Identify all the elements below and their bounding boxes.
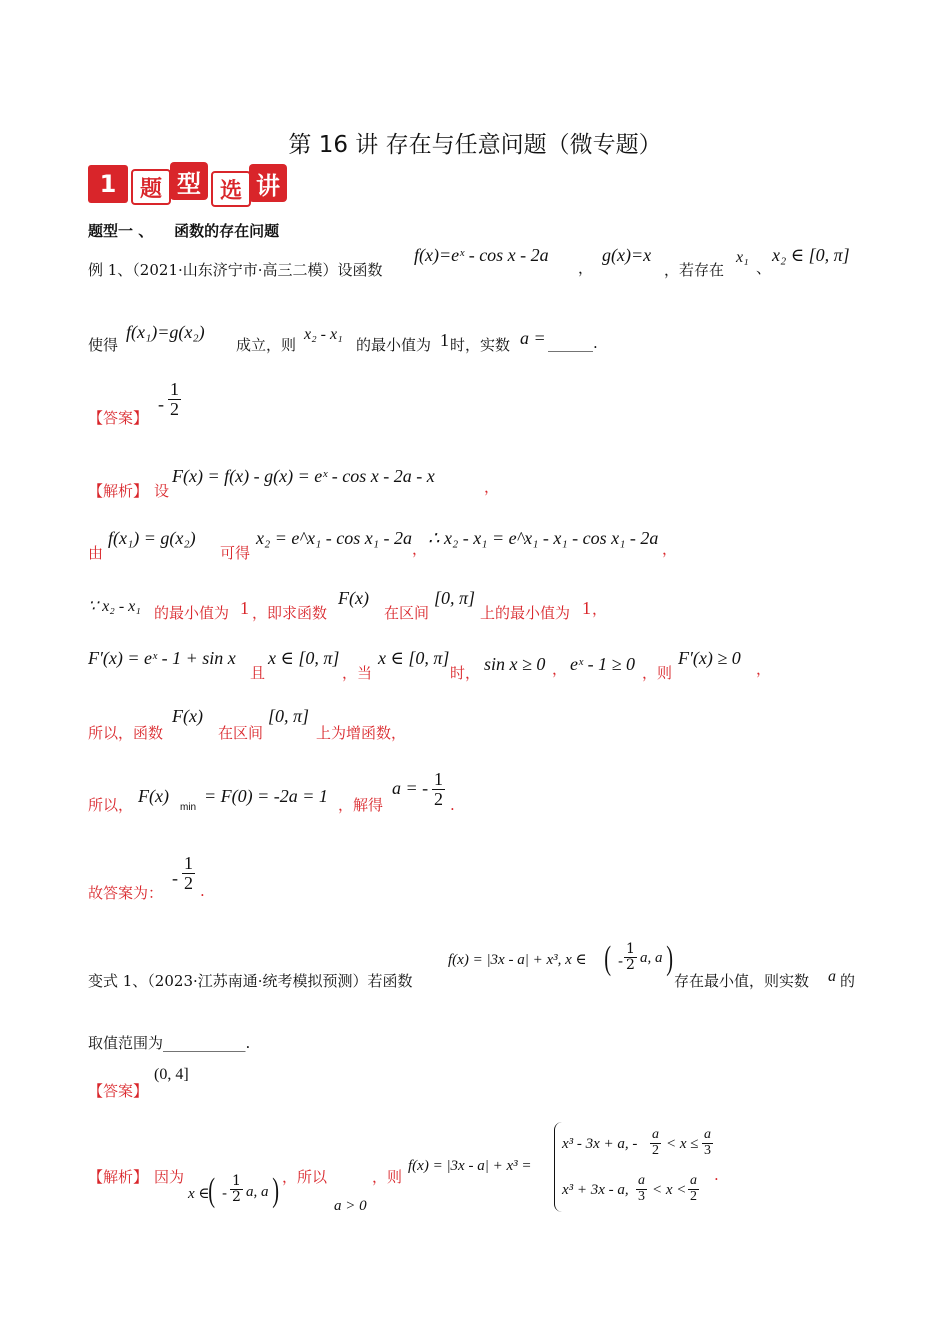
example1-one: 1 [440,330,449,350]
answer2-label: 【答案】 [88,1082,149,1100]
analysis1-l7-fraction [182,854,195,893]
analysis1-l6-a: a = - [392,778,429,798]
analysis1-label: 【解析】 [88,482,149,500]
analysis2-case2-n2: a [690,1173,697,1188]
analysis1-l3-Fx: F(x) [338,588,369,608]
analysis2-case1-d1: 2 [652,1142,659,1158]
analysis1-l1-she: 设 [154,482,170,500]
analysis2-case1-frac2 [702,1128,713,1158]
analysis1-l3-end: ， [592,600,608,618]
analysis1-l2-math2: x₂ = e^x₁ - cos x₁ - 2a [256,528,412,548]
analysis2-fx: f(x) = |3x - a| + x³ = [408,1158,532,1174]
analysis1-l5-t3: 上为增函数， [316,724,407,742]
analysis1-l2-math3: ∴ x₂ - x₁ = e^x₁ - x₁ - cos x₁ - 2a [428,528,659,548]
example1-x1: x₁ [736,249,749,266]
analysis1-l3-t3: 在区间 [384,604,430,622]
answer1-num: 1 [170,379,179,399]
answer2-value: (0, 4] [154,1066,189,1083]
analysis1-l4-end: ， [756,660,772,678]
analysis1-l3-int: [0, π] [434,588,476,608]
example1-minval: 的最小值为 [356,336,432,354]
variant1-de: 的 [840,972,856,990]
analysis1-l4-shi: 时， [450,664,481,682]
analysis1-l7-sign: - [172,868,178,888]
analysis1-l3-t1: 的最小值为 [154,604,230,622]
analysis1-l6-t1: 所以， [88,796,134,814]
analysis1-l4-math1: F′(x) = eˣ - 1 + sin x [88,648,236,668]
analysis1-l3-math1: ∵ x₂ - x₁ [88,598,141,615]
analysis2-int-den: 2 [232,1188,241,1205]
analysis1-l6-math2: = F(0) = -2a = 1 [204,786,328,806]
analysis2 [88,1120,808,1220]
analysis1-l4-ze: ，则 [642,664,673,682]
analysis1-l3-t4: 上的最小值为 [480,604,571,622]
variant1-line2: 取值范围为___________. [88,1034,251,1052]
badge-char-1: 题 [131,169,171,205]
example1-prefix: 例 1、（2021·山东济宁市·高三二模）设函数 [88,261,383,279]
section-badge [88,165,288,205]
analysis1-l4-qie: 且 [250,664,266,682]
example1-diff: x₂ - x₁ [304,326,343,343]
analysis2-int-sign: - [222,1184,228,1202]
variant1-int-rest: a, a [640,950,663,966]
page-title: 第 16 讲 存在与任意问题（微专题） [288,132,662,158]
variant1-a: a [828,968,836,985]
analysis2-case2-expr: x³ + 3x - a, [562,1182,629,1198]
example1-dun: 、 [756,259,772,277]
analysis2-case2-mid: < x < [652,1182,687,1198]
analysis2-int-rest: a, a [246,1184,269,1200]
analysis1-l7-t: 故答案为： [88,884,164,902]
analysis2-case2-d2: 2 [690,1188,697,1204]
analysis1-l5-Fx: F(x) [172,706,203,726]
analysis1-l4-math6: F′(x) ≥ 0 [678,648,741,668]
analysis1-l1-end: ， [484,478,500,496]
example1-blank: ______. [548,334,598,352]
badge-char-2: 型 [170,162,208,200]
analysis1-l2-you: 由 [88,544,104,562]
answer1-fraction [168,380,181,419]
analysis2-case1-n2: a [704,1127,711,1142]
example1-a-eq: a = [520,328,546,348]
analysis2-x-in: x ∈ [188,1186,210,1202]
example1-ruocunzai: ，若存在 [664,261,725,279]
analysis2-ze: ，则 [372,1168,403,1186]
example1-eq: f(x₁)=g(x₂) [126,322,205,342]
variant1-int-den: 2 [626,956,635,973]
analysis2-case2-frac1 [636,1174,647,1204]
variant1-suffix: 存在最小值，则实数 [674,972,810,990]
variant1-fx: f(x) = |3x - a| + x³, x ∈ [448,952,587,968]
analysis2-case2-frac2 [688,1174,699,1204]
analysis2-case1-frac1 [650,1128,661,1158]
example1-x2in: x₂ ∈ [0, π] [772,245,850,265]
analysis2-case1-mid: < x ≤ [666,1136,699,1152]
analysis1-l4-math4: sin x ≥ 0 [484,654,546,674]
analysis1-l4-math2: x ∈ [0, π] [268,648,340,668]
answer1-den: 2 [170,398,179,419]
analysis2-case1-expr: x³ - 3x + a, - [562,1136,638,1152]
analysis1-l6-math: F(x) [138,786,169,806]
analysis1-l3-one2: 1 [582,598,591,618]
analysis1-l3-one: 1 [240,598,249,618]
analysis1-l7-num: 1 [184,853,193,873]
example1-comma: ， [578,259,594,277]
analysis2-int-fraction [230,1174,243,1204]
analysis1-l2-end: ， [662,540,678,558]
analysis1-l4-dang: ，当 [342,664,373,682]
analysis2-label: 【解析】 [88,1168,149,1186]
example1-shishu: 时，实数 [450,336,511,354]
analysis2-end: . [714,1166,719,1184]
variant1-int-open: ( [604,940,612,977]
variant1-prefix: 变式 1、（2023·江苏南通·统考模拟预测）若函数 [88,972,413,990]
section-heading: 题型一 、 函数的存在问题 [88,222,280,240]
example1-fx: f(x)=eˣ - cos x - 2a [414,245,549,265]
analysis1-l6-num: 1 [434,769,443,789]
analysis1-l2-sep: ， [412,540,428,558]
analysis1-l4-math3: x ∈ [0, π] [378,648,450,668]
analysis1-l6-t2: ，解得 [338,796,384,814]
analysis2-case1-n1: a [652,1127,659,1142]
analysis1-l4-math5: eˣ - 1 ≥ 0 [570,654,635,674]
analysis2-a-pos: a > 0 [334,1198,367,1214]
analysis1-l6-fraction [432,770,445,809]
variant1-int-fraction [624,942,637,972]
badge-char-4: 讲 [249,164,287,202]
analysis2-case2-d1: 3 [638,1188,645,1204]
analysis1-l4-sep: ， [552,660,568,678]
analysis1-l6-sub: min [180,802,197,813]
analysis2-case1-d2: 3 [704,1142,711,1158]
analysis1-l3-t2: ，即求函数 [252,604,328,622]
badge-number: 1 [88,165,128,203]
analysis2-int-open: ( [208,1172,216,1209]
example1-gx: g(x)=x [602,245,652,265]
analysis2-suoyi: ，所以 [282,1168,328,1186]
analysis1-l5-int: [0, π] [268,706,310,726]
analysis1-l7-end: . [200,882,205,900]
analysis1-l2-kede: 可得 [220,544,251,562]
variant1-int-num: 1 [626,941,635,957]
variant1-int-close: ) [666,940,674,977]
answer1-label: 【答案】 [88,409,149,427]
answer1-sign: - [158,394,164,414]
analysis1-l1-math: F(x) = f(x) - g(x) = eˣ - cos x - 2a - x [172,466,435,486]
analysis1-l2-math1: f(x₁) = g(x₂) [108,528,196,548]
analysis1-l5-t2: 在区间 [218,724,264,742]
variant1-int-sign: - [618,952,624,970]
analysis1-l7-den: 2 [184,872,193,893]
analysis2-int-close: ) [272,1172,280,1209]
example1-chengli: 成立，则 [236,336,297,354]
analysis1-l5-t1: 所以，函数 [88,724,164,742]
analysis2-case2-n1: a [638,1173,645,1188]
badge-char-3: 选 [211,171,251,207]
analysis2-yinwei: 因为 [154,1168,185,1186]
analysis2-int-num: 1 [232,1173,241,1189]
analysis1-l6-den: 2 [434,788,443,809]
example1-shide: 使得 [88,336,119,354]
analysis1-l6-end: . [450,796,455,814]
